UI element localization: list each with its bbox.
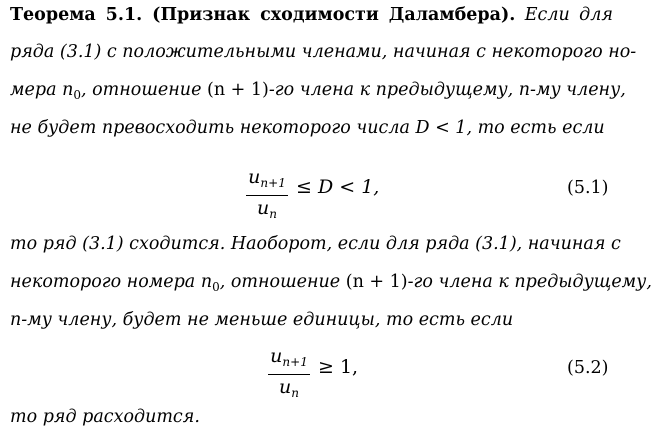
theorem-line-1 [10,4,613,26]
para-2-line-3 [10,309,613,331]
para-2-line-3-n: n [10,310,22,330]
theorem-line-3-n0: $n_0$ [62,80,82,102]
theorem-line-3-c: -го члена к предыдущему, [268,80,514,100]
para-2-line-3-text: -му члену, будет не меньше единицы, то есть если [21,310,514,330]
para-2-line-2 [10,271,652,298]
para-2-line-2-c: -го члена к предыдущему, [407,272,652,292]
formula-5-2-number: (5.2) [567,358,609,378]
formula-5-1-number: (5.1) [567,178,609,198]
theorem-line-3-d: n [518,80,531,100]
theorem-line-1-rest: Если для [524,5,613,25]
theorem-line-4 [10,117,613,139]
para-2-line-2-a: некоторого номера [10,272,196,292]
theorem-line-3-e: -му члену, [530,80,626,100]
formula-5-1-denominator: $u_n$ [257,197,277,221]
theorem-line-2: ряда (3.1) с положительными членами, начиная с некоторого но- [10,42,637,62]
formula-5-1-fraction [246,166,288,225]
formula-5-2-numerator: $u_{n+1}$ [270,345,308,369]
theorem-line-4-b: , то есть если [466,118,605,138]
formula-5-1-numerator: $u_{n+1}$ [248,166,286,190]
para-2-line-2-n0: $n_0$ [200,272,220,294]
theorem-line-4-a: не будет превосходить некоторого числа [10,118,410,138]
theorem-line-3-b: , отношение [81,80,202,100]
para-2-line-2-paren: (n + 1) [345,272,408,292]
fraction-bar [246,195,288,196]
fraction-bar [268,374,310,375]
para-2-line-1: то ряд (3.1) сходится. Наоборот, если для ряда (3.1), начиная с [10,234,621,254]
theorem-line-3-a: мера [10,80,57,100]
theorem-line-3 [10,79,626,106]
formula-5-2-fraction [268,345,310,404]
formula-5-2-denominator: $u_n$ [279,376,299,400]
theorem-heading: Теорема 5.1. (Признак сходимости Даламбера). [10,5,516,25]
formula-5-1-rhs: ≤ D < 1, [296,176,380,198]
theorem-line-3-paren: (n + 1) [207,80,269,100]
closing-line: то ряд расходится. [10,407,200,427]
formula-5-2-rhs: ≥ 1, [318,356,359,378]
para-2-line-2-b: , отношение [219,272,341,292]
theorem-line-4-math: D < 1 [415,118,467,138]
